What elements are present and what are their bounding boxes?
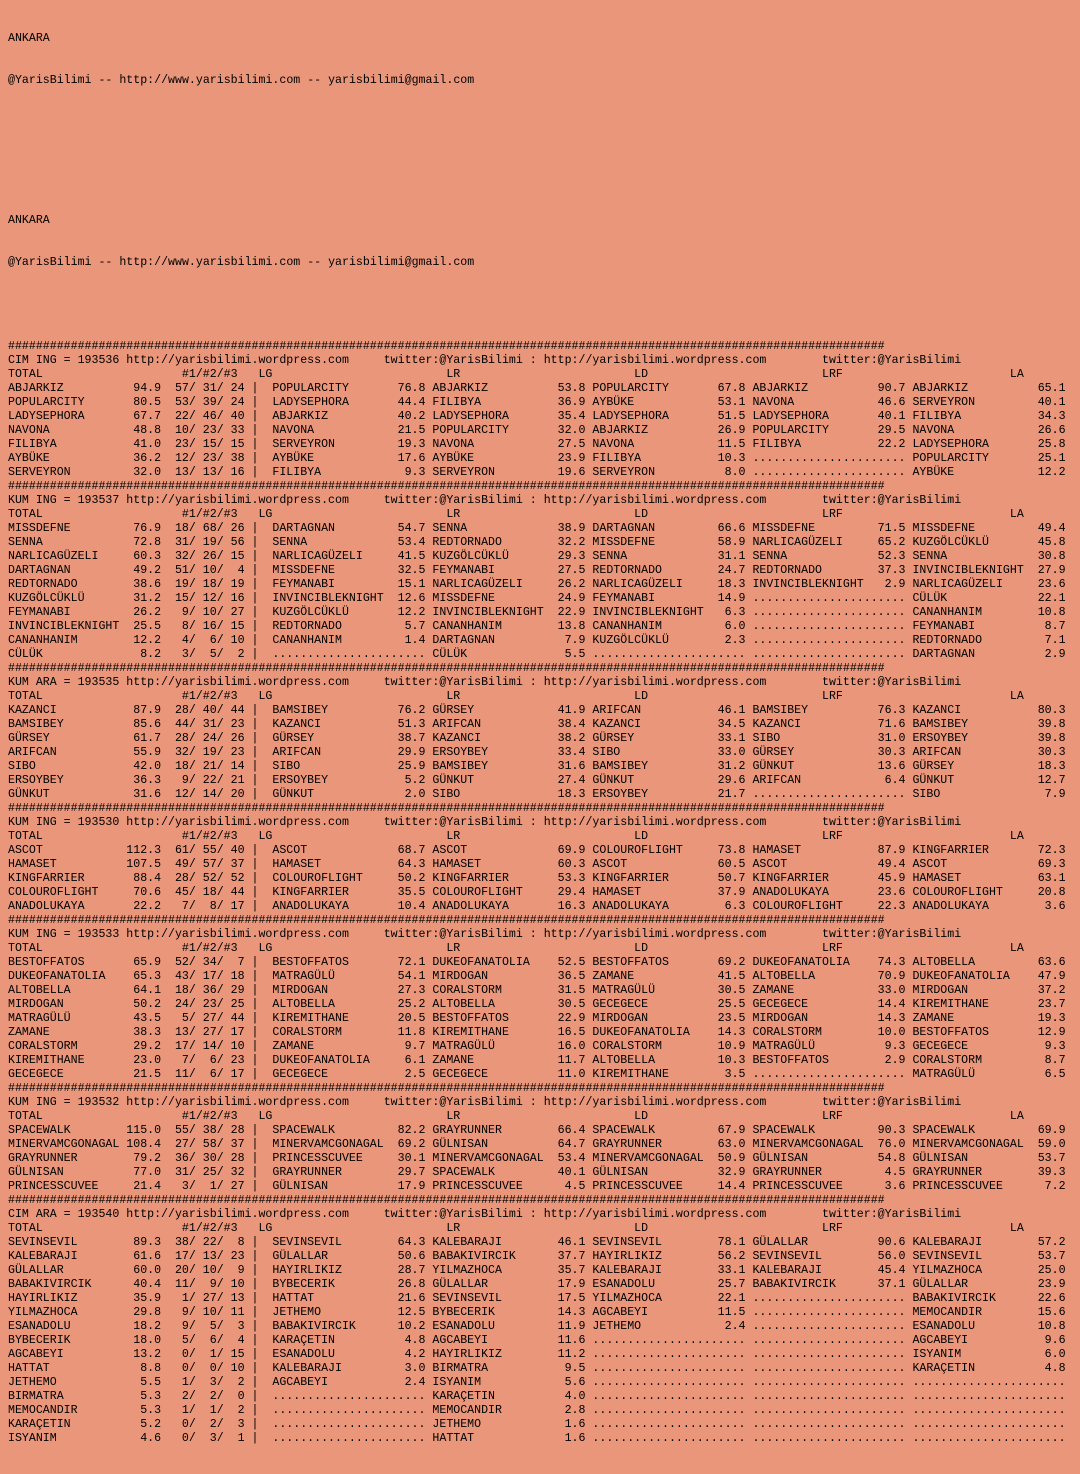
table-row: MISSDEFNE 76.9 18/ 68/ 26 | DARTAGNAN 54.7 SENNA 38.9 DARTAGNAN 66.6 MISSDEFNE 71.5 MISSDEFNE 49.4 bbox=[8, 522, 1066, 535]
spacer bbox=[8, 298, 1080, 312]
column-headers: TOTAL #1/#2/#3 LG LR LD LRF LA bbox=[8, 830, 1024, 843]
table-row: ERSOYBEY 36.3 9/ 22/ 21 | ERSOYBEY 5.2 GÜNKUT 27.4 GÜNKUT 29.6 ARIFCAN 6.4 GÜNKUT 12.7 bbox=[8, 774, 1066, 787]
contact-line-repeat: @YarisBilimi -- http://www.yarisbilimi.com -- yarisbilimi@gmail.com bbox=[8, 256, 475, 269]
table-row: FILIBYA 41.0 23/ 15/ 15 | SERVEYRON 19.3 NAVONA 27.5 NAVONA 11.5 FILIBYA 22.2 LADYSEPHORA 25.8 bbox=[8, 438, 1066, 451]
table-row: KINGFARRIER 88.4 28/ 52/ 52 | COLOUROFLIGHT 50.2 KINGFARRIER 53.3 KINGFARRIER 50.7 KINGFARRIER 45.9 HAMASET 63.1 bbox=[8, 872, 1066, 885]
table-row: GRAYRUNNER 79.2 36/ 30/ 28 | PRINCESSCUVEE 30.1 MINERVAMCGONAGAL 53.4 MINERVAMCGONAGAL 50.9 GÜLNISAN 54.8 GÜLNISAN 53.7 bbox=[8, 1152, 1066, 1165]
email-link[interactable]: yarisbilimi@gmail.com bbox=[328, 74, 475, 87]
table-row: CORALSTORM 29.2 17/ 14/ 10 | ZAMANE 9.7 MATRAGÜLÜ 16.0 CORALSTORM 10.9 MATRAGÜLÜ 9.3 GECEGECE 9.3 bbox=[8, 1040, 1066, 1053]
table-row: KAZANCI 87.9 28/ 40/ 44 | BAMSIBEY 76.2 GÜRSEY 41.9 ARIFCAN 46.1 BAMSIBEY 76.3 KAZANCI 80.3 bbox=[8, 704, 1066, 717]
table-row: AYBÜKE 36.2 12/ 23/ 38 | AYBÜKE 17.6 AYBÜKE 23.9 FILIBYA 10.3 ...................... POPULARCITY 25.1 bbox=[8, 452, 1066, 465]
separator bbox=[8, 1446, 1080, 1460]
table-row: SPACEWALK 115.0 55/ 38/ 28 | SPACEWALK 82.2 GRAYRUNNER 66.4 SPACEWALK 67.9 SPACEWALK 90.3 SPACEWALK 69.9 bbox=[8, 1124, 1066, 1137]
column-headers: TOTAL #1/#2/#3 LG LR LD LRF LA bbox=[8, 1110, 1024, 1123]
table-row: YILMAZHOCA 29.8 9/ 10/ 11 | JETHEMO 12.5 BYBECERIK 14.3 AGCABEYI 11.5 ...................... MEMOCANDIR 15.6 bbox=[8, 1306, 1066, 1319]
table-row: POPULARCITY 80.5 53/ 39/ 24 | LADYSEPHORA 44.4 FILIBYA 36.9 AYBÜKE 53.1 NAVONA 46.6 SERVEYRON 40.1 bbox=[8, 396, 1066, 409]
table-row: ALTOBELLA 64.1 18/ 36/ 29 | MIRDOGAN 27.3 CORALSTORM 31.5 MATRAGÜLÜ 30.5 ZAMANE 33.0 MIRDOGAN 37.2 bbox=[8, 984, 1066, 997]
spacer bbox=[8, 116, 1080, 144]
table-row: MIRDOGAN 50.2 24/ 23/ 25 | ALTOBELLA 25.2 ALTOBELLA 30.5 GECEGECE 25.5 GECEGECE 14.4 KIREMITHANE 23.7 bbox=[8, 998, 1066, 1011]
table-row: HAYIRLIKIZ 35.9 1/ 27/ 13 | HATTAT 21.6 SEVINSEVIL 17.5 YILMAZHOCA 22.1 ...................... BABAKIVIRCIK 22.6 bbox=[8, 1292, 1066, 1305]
table-row: KIREMITHANE 23.0 7/ 6/ 23 | DUKEOFANATOLIA 6.1 ZAMANE 11.7 ALTOBELLA 10.3 BESTOFFATOS 2.9 CORALSTORM 8.7 bbox=[8, 1054, 1066, 1067]
separator: ############################################################################################################################## bbox=[8, 340, 885, 353]
race-section bbox=[8, 662, 1080, 802]
table-row: SENNA 72.8 31/ 19/ 56 | SENNA 53.4 REDTORNADO 32.2 MISSDEFNE 58.9 NARLICAGÜZELI 65.2 KUZGÖLCÜKLÜ 45.8 bbox=[8, 536, 1066, 549]
table-row: LADYSEPHORA 67.7 22/ 46/ 40 | ABJARKIZ 40.2 LADYSEPHORA 35.4 LADYSEPHORA 51.5 LADYSEPHORA 40.1 FILIBYA 34.3 bbox=[8, 410, 1066, 423]
table-row: BABAKIVIRCIK 40.4 11/ 9/ 10 | BYBECERIK 26.8 GÜLALLAR 17.9 ESANADOLU 25.7 BABAKIVIRCIK 37.1 GÜLALLAR 23.9 bbox=[8, 1278, 1066, 1291]
table-row: KUZGÖLCÜKLÜ 31.2 15/ 12/ 16 | INVINCIBLEKNIGHT 12.6 MISSDEFNE 24.9 FEYMANABI 14.9 ...................... CÜLÜK 22.1 bbox=[8, 592, 1066, 605]
separator: ############################################################################################################################## bbox=[8, 914, 885, 927]
table-row: ASCOT 112.3 61/ 55/ 40 | ASCOT 68.7 ASCOT 69.9 COLOUROFLIGHT 73.8 HAMASET 87.9 KINGFARRIER 72.3 bbox=[8, 844, 1066, 857]
race-section bbox=[8, 1194, 1080, 1446]
separator: ############################################################################################################################## bbox=[8, 662, 885, 675]
race-header: CIM ING = 193536 http://yarisbilimi.wordpress.com twitter:@YarisBilimi : http://yarisbilimi.wordpress.com twitter:@YarisBilimi bbox=[8, 354, 962, 367]
table-row: CÜLÜK 8.2 3/ 5/ 2 | ...................... CÜLÜK 5.5 ...................... ...................... DARTAGNAN 2.9 bbox=[8, 648, 1066, 661]
table-row: BYBECERIK 18.0 5/ 6/ 4 | KARAÇETIN 4.8 AGCABEYI 11.6 ...................... ...................... AGCABEYI 9.6 bbox=[8, 1334, 1066, 1347]
table-row: HAMASET 107.5 49/ 57/ 37 | HAMASET 64.3 HAMASET 60.3 ASCOT 60.5 ASCOT 49.4 ASCOT 69.3 bbox=[8, 858, 1066, 871]
race-section bbox=[8, 914, 1080, 1082]
table-row: ESANADOLU 18.2 9/ 5/ 3 | BABAKIVIRCIK 10.2 ESANADOLU 11.9 JETHEMO 2.4 ...................... ESANADOLU 10.8 bbox=[8, 1320, 1066, 1333]
table-row: SEVINSEVIL 89.3 38/ 22/ 8 | SEVINSEVIL 64.3 KALEBARAJI 46.1 SEVINSEVIL 78.1 GÜLALLAR 90.6 KALEBARAJI 57.2 bbox=[8, 1236, 1066, 1249]
table-row: PRINCESSCUVEE 21.4 3/ 1/ 27 | GÜLNISAN 17.9 PRINCESSCUVEE 4.5 PRINCESSCUVEE 14.4 PRINCESSCUVEE 3.6 PRINCESSCUVEE 7.2 bbox=[8, 1180, 1066, 1193]
table-row: COLOUROFLIGHT 70.6 45/ 18/ 44 | KINGFARRIER 35.5 COLOUROFLIGHT 29.4 HAMASET 37.9 ANADOLUKAYA 23.6 COLOUROFLIGHT 20.8 bbox=[8, 886, 1066, 899]
separator: ############################################################################################################################## bbox=[8, 480, 885, 493]
race-header: KUM ARA = 193535 http://yarisbilimi.wordpress.com twitter:@YarisBilimi : http://yarisbilimi.wordpress.com twitter:@YarisBilimi bbox=[8, 676, 962, 689]
table-row: FEYMANABI 26.2 9/ 10/ 27 | KUZGÖLCÜKLÜ 12.2 INVINCIBLEKNIGHT 22.9 INVINCIBLEKNIGHT 6.3 ...................... CANANHANIM 10.8 bbox=[8, 606, 1066, 619]
column-headers: TOTAL #1/#2/#3 LG LR LD LRF LA bbox=[8, 1222, 1024, 1235]
table-row: CANANHANIM 12.2 4/ 6/ 10 | CANANHANIM 1.4 DARTAGNAN 7.9 KUZGÖLCÜKLÜ 2.3 ...................... REDTORNADO 7.1 bbox=[8, 634, 1066, 647]
city-title-repeat: ANKARA bbox=[8, 214, 50, 227]
table-row: KALEBARAJI 61.6 17/ 13/ 23 | GÜLALLAR 50.6 BABAKIVIRCIK 37.7 HAYIRLIKIZ 56.2 SEVINSEVIL 56.0 SEVINSEVIL 53.7 bbox=[8, 1250, 1066, 1263]
table-row: GÜLALLAR 60.0 20/ 10/ 9 | HAYIRLIKIZ 28.7 YILMAZHOCA 35.7 KALEBARAJI 33.1 KALEBARAJI 45.4 YILMAZHOCA 25.0 bbox=[8, 1264, 1066, 1277]
table-row: SIBO 42.0 18/ 21/ 14 | SIBO 25.9 BAMSIBEY 31.6 BAMSIBEY 31.2 GÜNKUT 13.6 GÜRSEY 18.3 bbox=[8, 760, 1066, 773]
spacer bbox=[8, 172, 1080, 186]
separator: ############################################################################################################################## bbox=[8, 802, 885, 815]
table-row: BIRMATRA 5.3 2/ 2/ 0 | ...................... KARAÇETIN 4.0 ...................... ...................... ...................... bbox=[8, 1390, 1066, 1403]
table-row: GÜNKUT 31.6 12/ 14/ 20 | GÜNKUT 2.0 SIBO 18.3 ERSOYBEY 21.7 ...................... SIBO 7.9 bbox=[8, 788, 1066, 801]
table-row: INVINCIBLEKNIGHT 25.5 8/ 16/ 15 | REDTORNADO 5.7 CANANHANIM 13.8 CANANHANIM 6.0 ...................... FEYMANABI 8.7 bbox=[8, 620, 1066, 633]
email-link[interactable]: yarisbilimi@gmail.com bbox=[328, 256, 475, 269]
website-link[interactable]: http://www.yarisbilimi.com bbox=[119, 256, 301, 269]
column-headers: TOTAL #1/#2/#3 LG LR LD LRF LA bbox=[8, 942, 1024, 955]
table-row: BESTOFFATOS 65.9 52/ 34/ 7 | BESTOFFATOS 72.1 DUKEOFANATOLIA 52.5 BESTOFFATOS 69.2 DUKEOFANATOLIA 74.3 ALTOBELLA 63.6 bbox=[8, 956, 1066, 969]
table-row: MATRAGÜLÜ 43.5 5/ 27/ 44 | KIREMITHANE 20.5 BESTOFFATOS 22.9 MIRDOGAN 23.5 MIRDOGAN 14.3 ZAMANE 19.3 bbox=[8, 1012, 1066, 1025]
race-header: CIM ARA = 193540 http://yarisbilimi.wordpress.com twitter:@YarisBilimi : http://yarisbilimi.wordpress.com twitter:@YarisBilimi bbox=[8, 1208, 962, 1221]
race-section bbox=[8, 802, 1080, 914]
table-row: SERVEYRON 32.0 13/ 13/ 16 | FILIBYA 9.3 SERVEYRON 19.6 SERVEYRON 8.0 ...................... AYBÜKE 12.2 bbox=[8, 466, 1066, 479]
table-row: DARTAGNAN 49.2 51/ 10/ 4 | MISSDEFNE 32.5 FEYMANABI 27.5 REDTORNADO 24.7 REDTORNADO 37.3 INVINCIBLEKNIGHT 27.9 bbox=[8, 564, 1066, 577]
table-row: GÜRSEY 61.7 28/ 24/ 26 | GÜRSEY 38.7 KAZANCI 38.2 GÜRSEY 33.1 SIBO 31.0 ERSOYBEY 39.8 bbox=[8, 732, 1066, 745]
separator: ############################################################################################################################## bbox=[8, 1082, 885, 1095]
table-row: GECEGECE 21.5 11/ 6/ 17 | GECEGECE 2.5 GECEGECE 11.0 KIREMITHANE 3.5 ...................... MATRAGÜLÜ 6.5 bbox=[8, 1068, 1066, 1081]
table-row: ARIFCAN 55.9 32/ 19/ 23 | ARIFCAN 29.9 ERSOYBEY 33.4 SIBO 33.0 GÜRSEY 30.3 ARIFCAN 30.3 bbox=[8, 746, 1066, 759]
table-row: ZAMANE 38.3 13/ 27/ 17 | CORALSTORM 11.8 KIREMITHANE 16.5 DUKEOFANATOLIA 14.3 CORALSTORM 10.0 BESTOFFATOS 12.9 bbox=[8, 1026, 1066, 1039]
race-section bbox=[8, 480, 1080, 662]
table-row: AGCABEYI 13.2 0/ 1/ 15 | ESANADOLU 4.2 HAYIRLIKIZ 11.2 ...................... ...................... ISYANIM 6.0 bbox=[8, 1348, 1066, 1361]
table-row: ANADOLUKAYA 22.2 7/ 8/ 17 | ANADOLUKAYA 10.4 ANADOLUKAYA 16.3 ANADOLUKAYA 6.3 COLOUROFLIGHT 22.3 ANADOLUKAYA 3.6 bbox=[8, 900, 1066, 913]
column-headers: TOTAL #1/#2/#3 LG LR LD LRF LA bbox=[8, 368, 1024, 381]
twitter-handle: @YarisBilimi bbox=[8, 74, 92, 87]
table-row: MEMOCANDIR 5.3 1/ 1/ 2 | ...................... MEMOCANDIR 2.8 ...................... ...................... ...................... bbox=[8, 1404, 1066, 1417]
race-sections bbox=[8, 340, 1080, 1460]
twitter-handle: @YarisBilimi bbox=[8, 256, 92, 269]
race-header: KUM ING = 193533 http://yarisbilimi.wordpress.com twitter:@YarisBilimi : http://yarisbilimi.wordpress.com twitter:@YarisBilimi bbox=[8, 928, 962, 941]
race-header: KUM ING = 193532 http://yarisbilimi.wordpress.com twitter:@YarisBilimi : http://yarisbilimi.wordpress.com twitter:@YarisBilimi bbox=[8, 1096, 962, 1109]
city-title: ANKARA bbox=[8, 32, 50, 45]
table-row: JETHEMO 5.5 1/ 3/ 2 | AGCABEYI 2.4 ISYANIM 5.6 ...................... ...................... ...................... bbox=[8, 1376, 1066, 1389]
column-headers: TOTAL #1/#2/#3 LG LR LD LRF LA bbox=[8, 690, 1024, 703]
table-row: NAVONA 48.8 10/ 23/ 33 | NAVONA 21.5 POPULARCITY 32.0 ABJARKIZ 26.9 POPULARCITY 29.5 NAVONA 26.6 bbox=[8, 424, 1066, 437]
separator: ############################################################################################################################## bbox=[8, 1194, 885, 1207]
contact-line: @YarisBilimi -- http://www.yarisbilimi.com -- yarisbilimi@gmail.com bbox=[8, 74, 475, 87]
table-row: NARLICAGÜZELI 60.3 32/ 26/ 15 | NARLICAGÜZELI 41.5 KUZGÖLCÜKLÜ 29.3 SENNA 31.1 SENNA 52.3 SENNA 30.8 bbox=[8, 550, 1066, 563]
table-row: ISYANIM 4.6 0/ 3/ 1 | ...................... HATTAT 1.6 ...................... ...................... ...................... bbox=[8, 1432, 1066, 1445]
website-link[interactable]: http://www.yarisbilimi.com bbox=[119, 74, 301, 87]
race-section bbox=[8, 1082, 1080, 1194]
race-header: KUM ING = 193537 http://yarisbilimi.wordpress.com twitter:@YarisBilimi : http://yarisbilimi.wordpress.com twitter:@YarisBilimi bbox=[8, 494, 962, 507]
race-header: KUM ING = 193530 http://yarisbilimi.wordpress.com twitter:@YarisBilimi : http://yarisbilimi.wordpress.com twitter:@YarisBilimi bbox=[8, 816, 962, 829]
table-row: DUKEOFANATOLIA 65.3 43/ 17/ 18 | MATRAGÜLÜ 54.1 MIRDOGAN 36.5 ZAMANE 41.5 ALTOBELLA 70.9 DUKEOFANATOLIA 47.9 bbox=[8, 970, 1066, 983]
table-row: GÜLNISAN 77.0 31/ 25/ 32 | GRAYRUNNER 29.7 SPACEWALK 40.1 GÜLNISAN 32.9 GRAYRUNNER 4.5 GRAYRUNNER 39.3 bbox=[8, 1166, 1066, 1179]
table-row: BAMSIBEY 85.6 44/ 31/ 23 | KAZANCI 51.3 ARIFCAN 38.4 KAZANCI 34.5 KAZANCI 71.6 BAMSIBEY 39.8 bbox=[8, 718, 1066, 731]
race-section bbox=[8, 340, 1080, 480]
table-row: ABJARKIZ 94.9 57/ 31/ 24 | POPULARCITY 76.8 ABJARKIZ 53.8 POPULARCITY 67.8 ABJARKIZ 90.7 ABJARKIZ 65.1 bbox=[8, 382, 1066, 395]
table-row: HATTAT 8.8 0/ 0/ 10 | KALEBARAJI 3.0 BIRMATRA 9.5 ...................... ...................... KARAÇETIN 4.8 bbox=[8, 1362, 1066, 1375]
table-row: KARAÇETIN 5.2 0/ 2/ 3 | ...................... JETHEMO 1.6 ...................... ...................... ...................... bbox=[8, 1418, 1066, 1431]
column-headers: TOTAL #1/#2/#3 LG LR LD LRF LA bbox=[8, 508, 1024, 521]
table-row: MINERVAMCGONAGAL 108.4 27/ 58/ 37 | MINERVAMCGONAGAL 69.2 GÜLNISAN 64.7 GRAYRUNNER 63.0 MINERVAMCGONAGAL 76.0 MINERVAMCGONAGAL 59.0 bbox=[8, 1138, 1066, 1151]
table-row: REDTORNADO 38.6 19/ 18/ 19 | FEYMANABI 15.1 NARLICAGÜZELI 26.2 NARLICAGÜZELI 18.3 INVINCIBLEKNIGHT 2.9 NARLICAGÜZELI 23.6 bbox=[8, 578, 1066, 591]
